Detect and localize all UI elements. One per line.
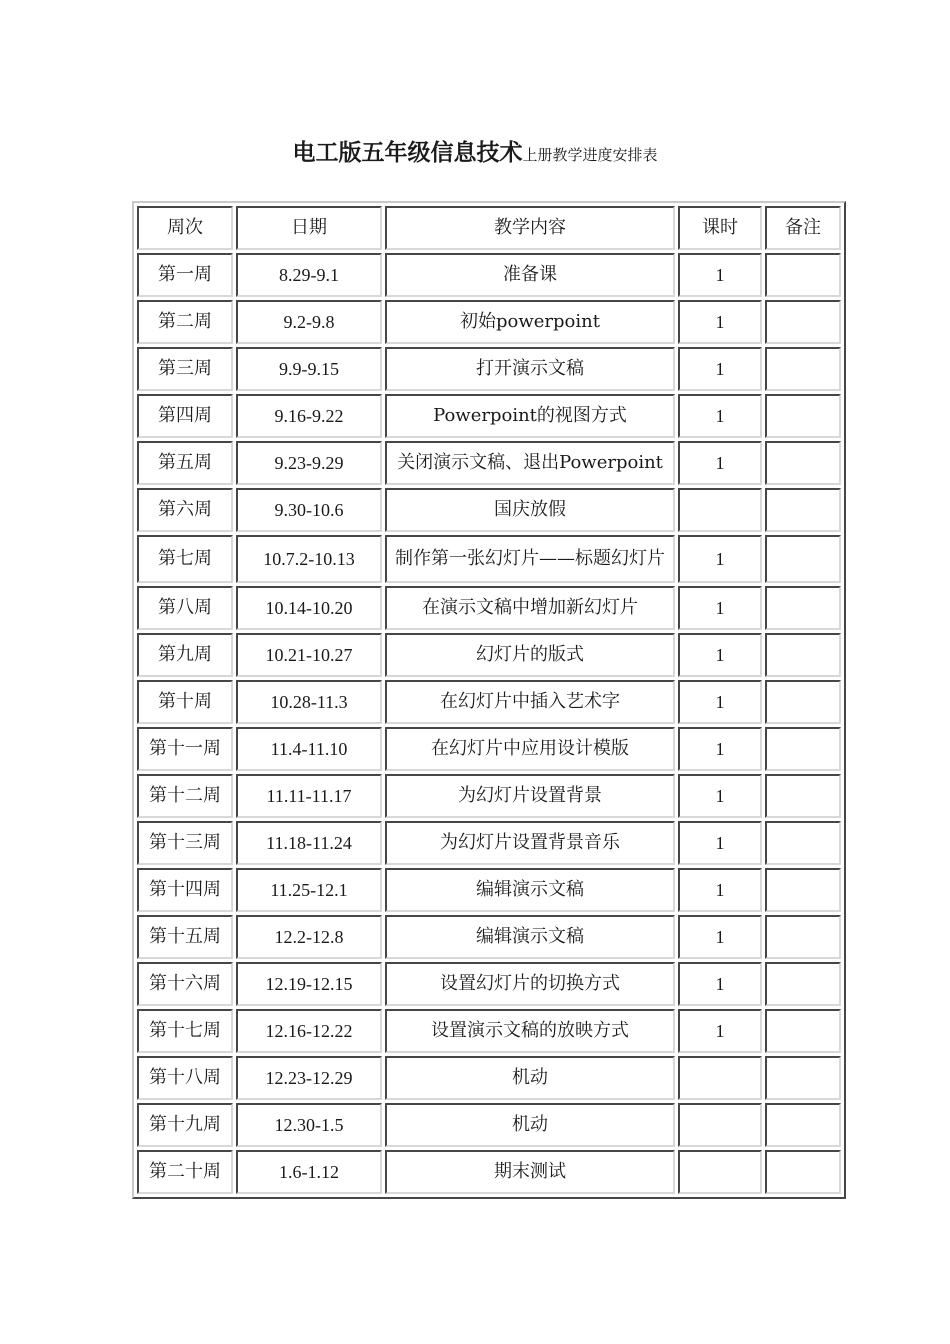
date-cell: 1.6-1.12 [236,1150,382,1194]
week-cell: 第五周 [137,441,233,485]
date-cell: 12.30-1.5 [236,1103,382,1147]
content-cell: 打开演示文稿 [385,347,675,391]
date-cell: 8.29-9.1 [236,253,382,297]
table-row [137,1150,841,1194]
schedule-table [132,201,846,1199]
week-cell: 第三周 [137,347,233,391]
date-cell: 10.21-10.27 [236,633,382,677]
date-cell: 9.23-9.29 [236,441,382,485]
note-cell [765,300,841,344]
table-row [137,586,841,630]
table-row [137,821,841,865]
week-cell: 第十二周 [137,774,233,818]
week-cell: 第四周 [137,394,233,438]
date-cell: 10.28-11.3 [236,680,382,724]
hours-cell: 1 [678,774,762,818]
header-hours: 课时 [678,206,762,250]
note-cell [765,535,841,583]
week-cell: 第十七周 [137,1009,233,1053]
header-note: 备注 [765,206,841,250]
note-cell [765,586,841,630]
week-cell: 第十四周 [137,868,233,912]
table-row [137,488,841,532]
content-cell: 为幻灯片设置背景音乐 [385,821,675,865]
table-row [137,1103,841,1147]
note-cell [765,868,841,912]
header-content: 教学内容 [385,206,675,250]
note-cell [765,727,841,771]
table-row [137,347,841,391]
content-cell: Powerpoint的视图方式 [385,394,675,438]
week-cell: 第二周 [137,300,233,344]
hours-cell: 1 [678,962,762,1006]
week-cell: 第十九周 [137,1103,233,1147]
hours-cell: 1 [678,586,762,630]
date-cell: 11.11-11.17 [236,774,382,818]
hours-cell [678,1150,762,1194]
hours-cell: 1 [678,441,762,485]
content-cell: 在幻灯片中应用设计模版 [385,727,675,771]
content-cell: 机动 [385,1103,675,1147]
note-cell [765,821,841,865]
content-cell: 编辑演示文稿 [385,868,675,912]
date-cell: 12.23-12.29 [236,1056,382,1100]
content-cell: 编辑演示文稿 [385,915,675,959]
content-cell: 期末测试 [385,1150,675,1194]
title-main: 电工版五年级信息技术 [292,140,523,166]
date-cell: 11.4-11.10 [236,727,382,771]
hours-cell: 1 [678,821,762,865]
table-row [137,774,841,818]
date-cell: 12.16-12.22 [236,1009,382,1053]
table-row [137,253,841,297]
note-cell [765,441,841,485]
content-cell: 国庆放假 [385,488,675,532]
table-row [137,535,841,583]
table-row [137,300,841,344]
table-row [137,680,841,724]
date-cell: 10.14-10.20 [236,586,382,630]
week-cell: 第十一周 [137,727,233,771]
table-row [137,394,841,438]
hours-cell: 1 [678,633,762,677]
hours-cell: 1 [678,394,762,438]
table-row [137,727,841,771]
table-row [137,633,841,677]
table-row [137,962,841,1006]
note-cell [765,394,841,438]
content-cell: 关闭演示文稿、退出Powerpoint [385,441,675,485]
date-cell: 12.19-12.15 [236,962,382,1006]
content-cell: 设置幻灯片的切换方式 [385,962,675,1006]
table-row [137,1009,841,1053]
hours-cell: 1 [678,915,762,959]
note-cell [765,1103,841,1147]
hours-cell: 1 [678,727,762,771]
content-cell: 在幻灯片中插入艺术字 [385,680,675,724]
date-cell: 11.18-11.24 [236,821,382,865]
week-cell: 第十周 [137,680,233,724]
note-cell [765,915,841,959]
hours-cell: 1 [678,535,762,583]
hours-cell [678,1103,762,1147]
date-cell: 9.2-9.8 [236,300,382,344]
table-row [137,441,841,485]
note-cell [765,1056,841,1100]
note-cell [765,488,841,532]
header-week: 周次 [137,206,233,250]
hours-cell: 1 [678,300,762,344]
table-row [137,868,841,912]
hours-cell [678,488,762,532]
week-cell: 第一周 [137,253,233,297]
week-cell: 第八周 [137,586,233,630]
week-cell: 第九周 [137,633,233,677]
hours-cell: 1 [678,680,762,724]
table-header-row [137,206,841,250]
page-title [0,134,950,167]
content-cell: 准备课 [385,253,675,297]
note-cell [765,253,841,297]
week-cell: 第十八周 [137,1056,233,1100]
hours-cell [678,1056,762,1100]
week-cell: 第六周 [137,488,233,532]
note-cell [765,633,841,677]
table-body [137,253,841,1194]
week-cell: 第十五周 [137,915,233,959]
hours-cell: 1 [678,868,762,912]
content-cell: 制作第一张幻灯片——标题幻灯片 [385,535,675,583]
content-cell: 设置演示文稿的放映方式 [385,1009,675,1053]
note-cell [765,1150,841,1194]
header-date: 日期 [236,206,382,250]
date-cell: 9.30-10.6 [236,488,382,532]
hours-cell: 1 [678,253,762,297]
note-cell [765,774,841,818]
note-cell [765,680,841,724]
content-cell: 在演示文稿中增加新幻灯片 [385,586,675,630]
week-cell: 第二十周 [137,1150,233,1194]
note-cell [765,1009,841,1053]
week-cell: 第七周 [137,535,233,583]
date-cell: 11.25-12.1 [236,868,382,912]
table-row [137,1056,841,1100]
content-cell: 幻灯片的版式 [385,633,675,677]
content-cell: 初始powerpoint [385,300,675,344]
hours-cell: 1 [678,1009,762,1053]
content-cell: 为幻灯片设置背景 [385,774,675,818]
hours-cell: 1 [678,347,762,391]
table-row [137,915,841,959]
week-cell: 第十六周 [137,962,233,1006]
date-cell: 9.9-9.15 [236,347,382,391]
date-cell: 12.2-12.8 [236,915,382,959]
title-subtitle: 上册教学进度安排表 [522,146,658,164]
date-cell: 9.16-9.22 [236,394,382,438]
week-cell: 第十三周 [137,821,233,865]
date-cell: 10.7.2-10.13 [236,535,382,583]
note-cell [765,962,841,1006]
note-cell [765,347,841,391]
content-cell: 机动 [385,1056,675,1100]
